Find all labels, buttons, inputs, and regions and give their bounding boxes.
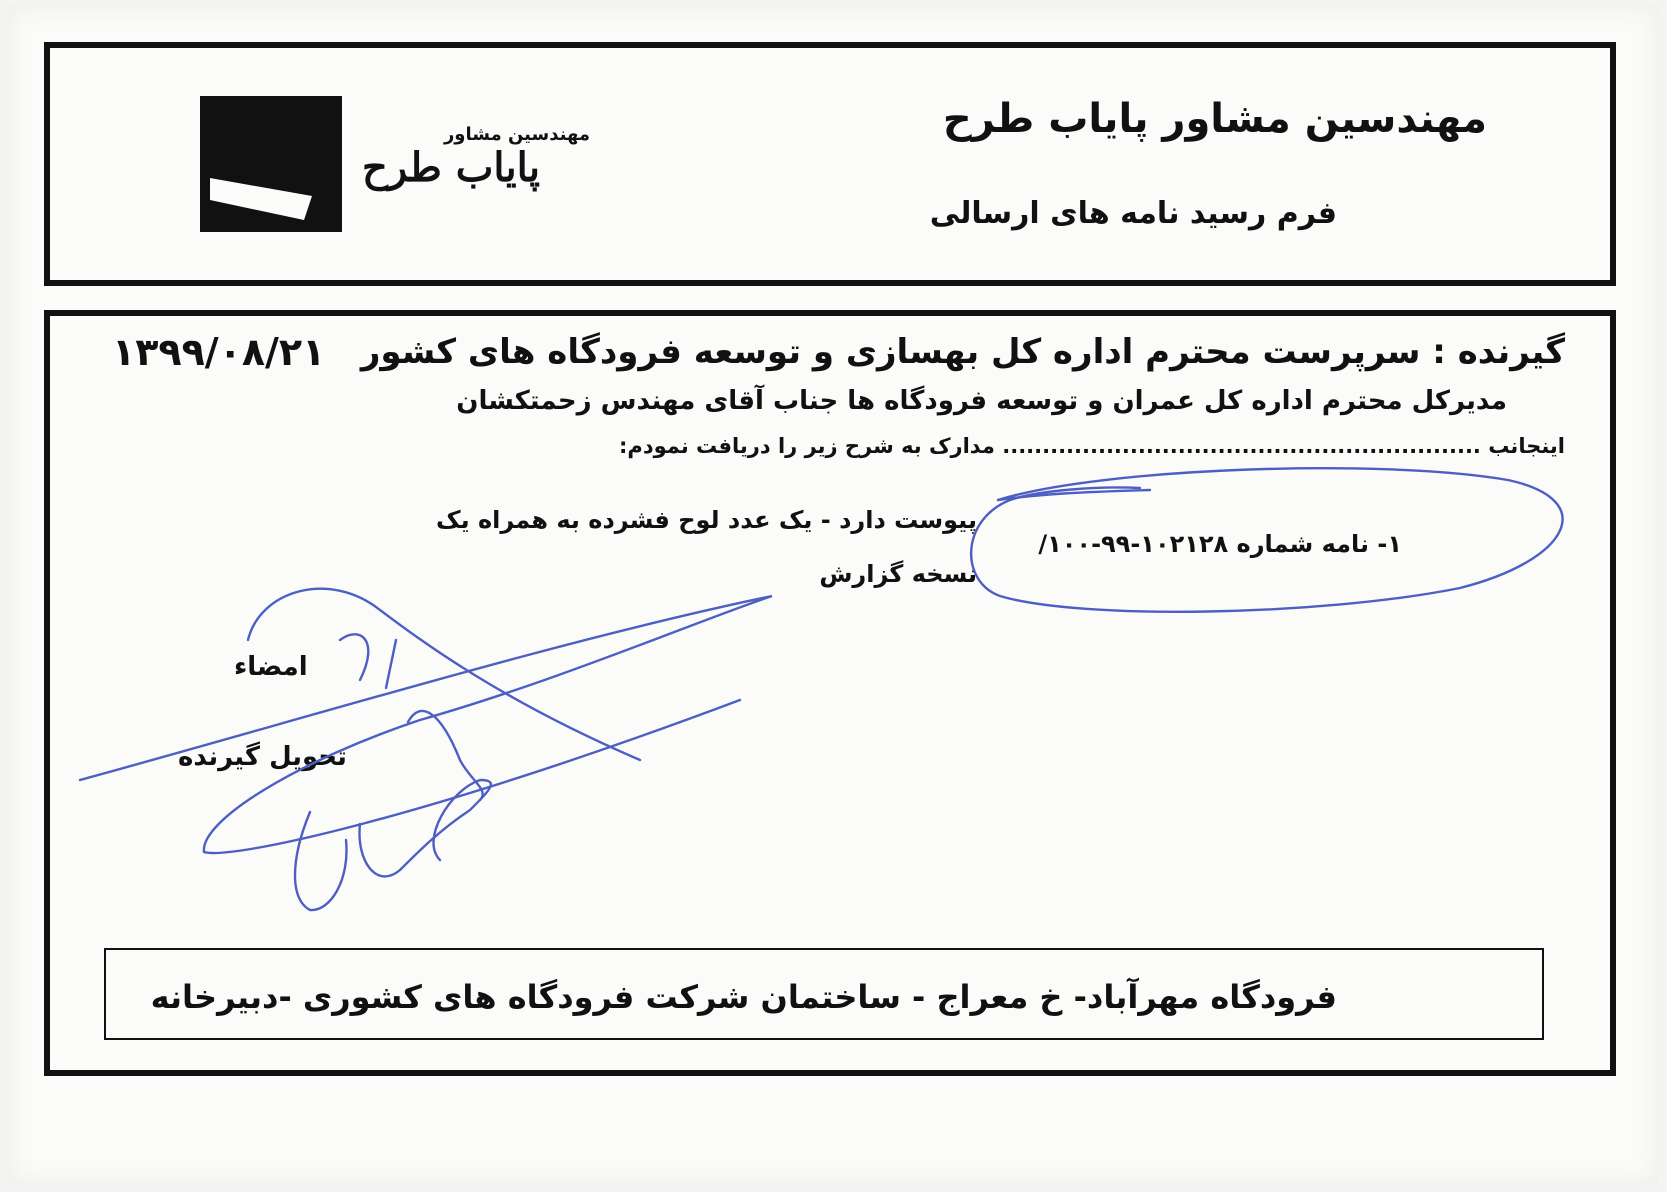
list-item-letter-number: ۱- نامه شماره ۱۰۲۱۲۸-۹۹-۱۰۰/ <box>1038 530 1402 558</box>
signature-label: امضاء <box>234 652 308 682</box>
manager-line: مدیرکل محترم اداره کل عمران و توسعه فرودگاه ها جناب آقای مهندس زحمتکشان <box>456 386 1507 416</box>
attachment-note-line-2: نسخه گزارش <box>819 560 977 588</box>
attachment-note-line-1: پیوست دارد - یک عدد لوح فشرده به همراه یک <box>436 506 977 534</box>
recipient-line: گیرنده : سرپرست محترم اداره کل بهسازی و توسعه فرودگاه های کشور <box>360 332 1565 372</box>
company-logo-icon <box>200 96 342 232</box>
receiver-label: تحویل گیرنده <box>178 742 347 772</box>
footer-address: فرودگاه مهرآباد- خ معراج - ساختمان شرکت فرودگاه های کشوری -دبیرخانه <box>150 978 1337 1016</box>
logo-title: پایاب طرح <box>362 144 540 191</box>
company-name: مهندسین مشاور پایاب طرح <box>942 96 1487 142</box>
form-title: فرم رسید نامه های ارسالی <box>929 196 1337 231</box>
document-date: ۱۳۹۹/۰۸/۲۱ <box>112 330 326 374</box>
logo-subtitle: مهندسین مشاور <box>443 124 590 145</box>
acknowledgement-line: اینجانب ............................................................ مدارک به شرح زیر را دریافت نمودم: <box>619 434 1565 458</box>
